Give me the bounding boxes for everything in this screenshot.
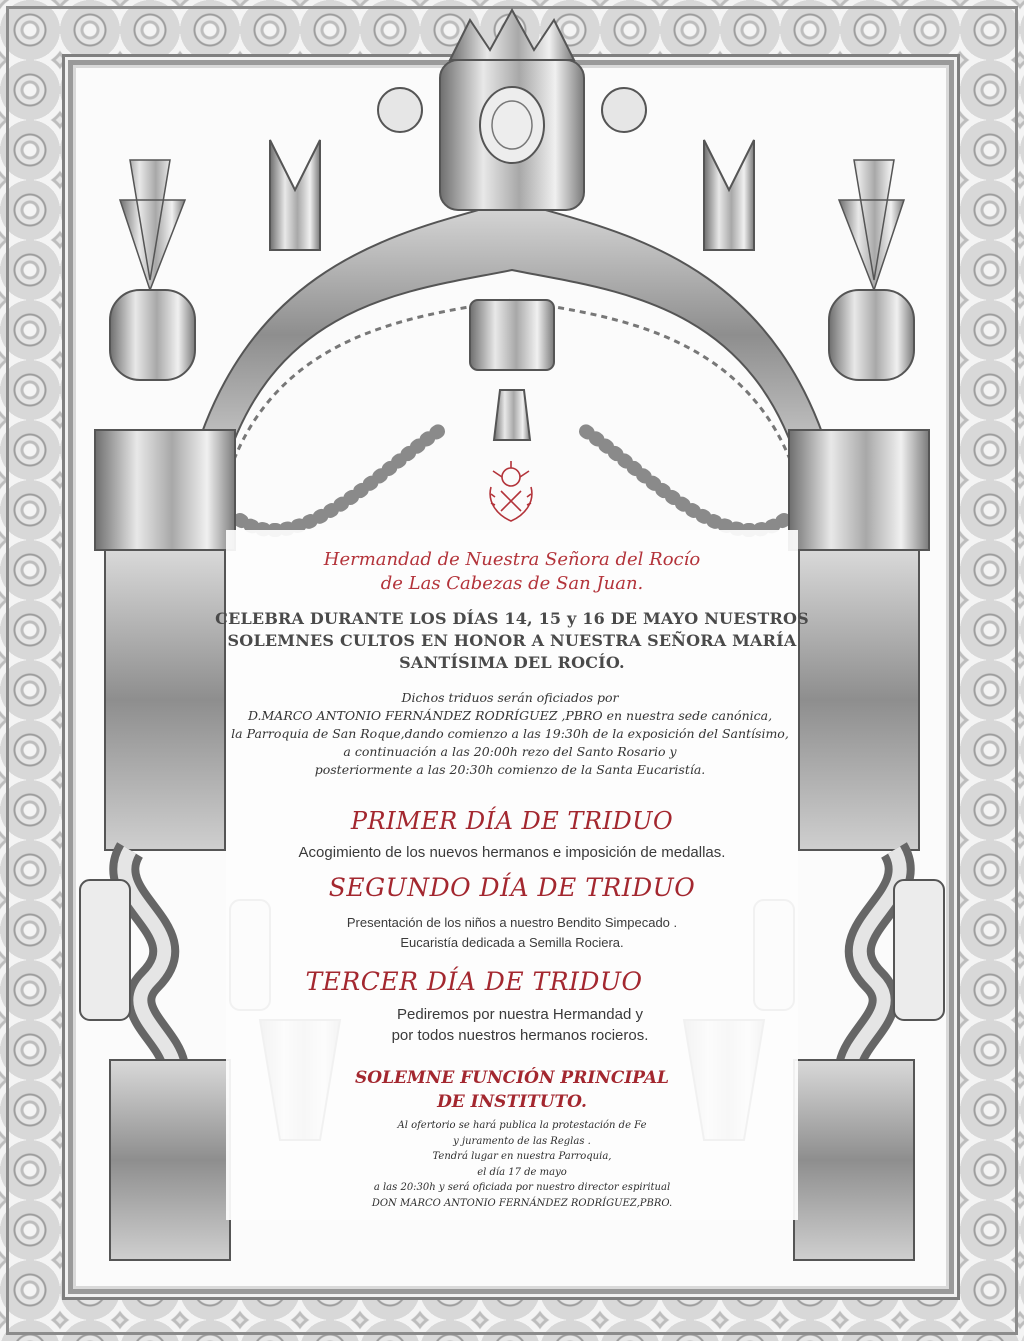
day2-title: SEGUNDO DÍA DE TRIDUO [328,873,696,902]
solemne-line: DE INSTITUTO. [437,1092,587,1112]
headline-line: SANTÍSIMA DEL ROCÍO. [399,653,625,672]
day3-line: por todos nuestros hermanos rocieros. [391,1027,649,1044]
closing-line: Al ofertorio se hará publica la protestación de Fe [397,1120,647,1131]
intro-line: D.MARCO ANTONIO FERNÁNDEZ RODRÍGUEZ ,PBRO en nuestra sede canónica, [247,708,773,723]
intro-line: posteriormente a las 20:30h comienzo de la Santa Eucaristía. [314,762,706,777]
brotherhood-name [0,548,1024,596]
solemne-function-title [312,1066,712,1114]
headline-line: SOLEMNES CULTOS EN HONOR A NUESTRA SEÑORA MARÍA [227,631,797,650]
headline [212,608,812,674]
day1-title: PRIMER DÍA DE TRIDUO [350,807,674,835]
closing-line: y juramento de las Reglas . [453,1135,591,1147]
closing-line: Tendrá lugar en nuestra Parroquia, [432,1151,612,1162]
intro-line: Dichos triduos serán oficiados por [401,690,619,705]
intro-line: a continuación a las 20:00h rezo del Santo Rosario y [343,744,677,759]
day3-text [8,1004,1024,1046]
headline-line: CELEBRA DURANTE LOS DÍAS 14, 15 y 16 DE MAYO NUESTROS [215,609,809,628]
closing-line: a las 20:30h y será oficiada por nuestro director espiritual [373,1182,671,1193]
day1-text: Acogimiento de los nuevos hermanos e imposición de medallas. [298,844,726,861]
intro-paragraph [190,689,830,779]
brotherhood-line: Hermandad de Nuestra Señora del Rocío [323,549,701,570]
closing-line: el día 17 de mayo [477,1166,567,1178]
arch [190,10,834,530]
day2-line: Eucaristía dedicada a Semilla Rociera. [400,935,624,950]
day2-line: Presentación de los niños a nuestro Bendito Simpecado . [346,915,678,930]
day3-title: TERCER DÍA DE TRIDUO [305,967,643,996]
brotherhood-crest-icon [483,457,539,527]
solemne-line: SOLEMNE FUNCIÓN PRINCIPAL [355,1068,669,1088]
day3-line: Pediremos por nuestra Hermandad y [397,1006,643,1023]
brotherhood-line: de Las Cabezas de San Juan. [380,573,644,594]
day2-text [0,913,1024,953]
closing-line: DON MARCO ANTONIO FERNÁNDEZ RODRÍGUEZ,PBRO. [371,1197,673,1209]
closing-paragraph [322,1118,722,1211]
intro-line: la Parroquia de San Roque,dando comienzo a las 19:30h de la exposición del Santísimo, [231,726,789,741]
